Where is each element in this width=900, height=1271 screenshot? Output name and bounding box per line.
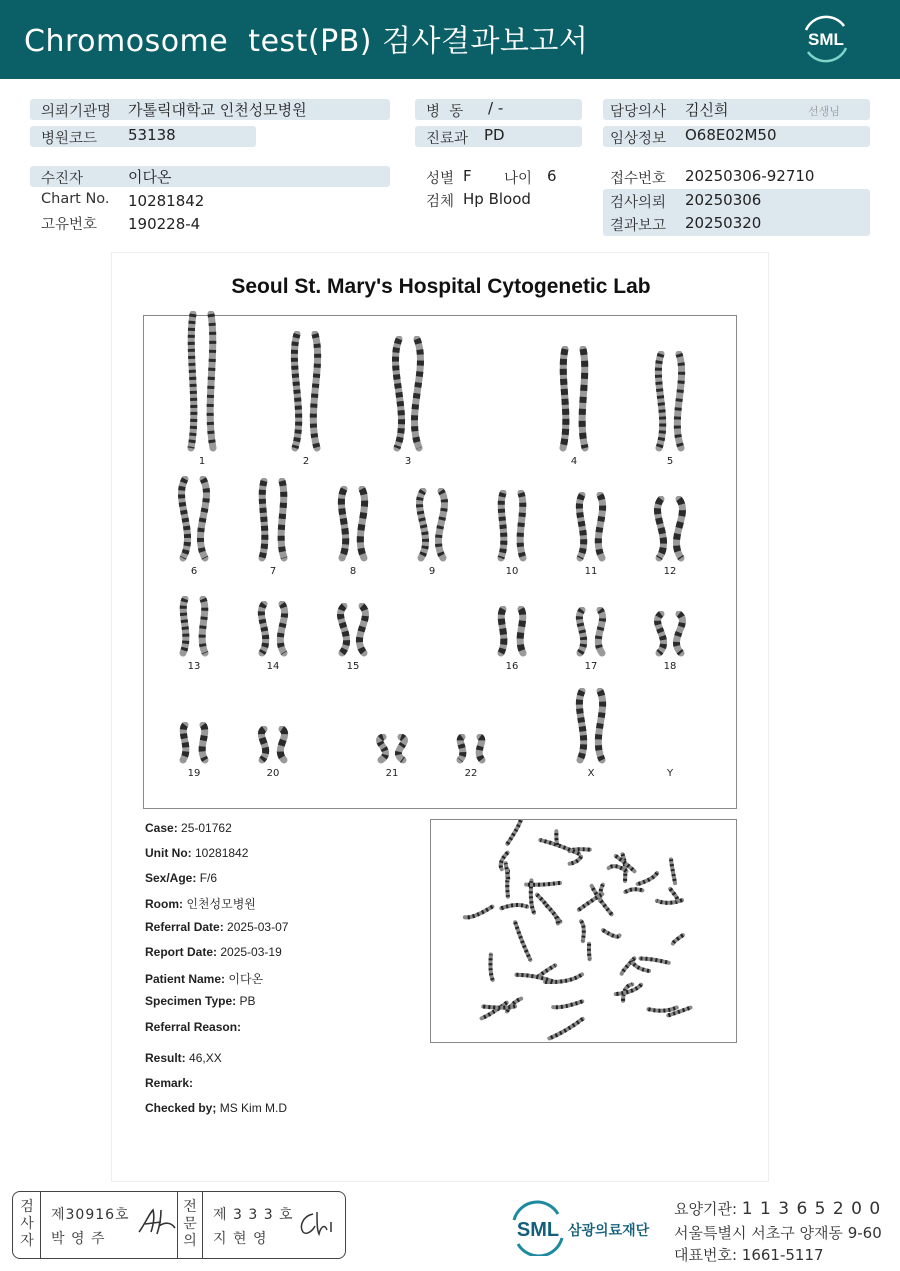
- room-field: Room: 인천성모병원: [145, 897, 256, 911]
- svg-text:SML: SML: [516, 1219, 560, 1241]
- receipt-no-value: 20250306-92710: [685, 167, 815, 185]
- chromosome-label-21: 21: [385, 768, 399, 779]
- chromosome-label-9: 9: [428, 566, 436, 577]
- lab-title: Seoul St. Mary's Hospital Cytogenetic Lab: [231, 275, 651, 298]
- chart-no-value: 10281842: [128, 192, 205, 210]
- referral-reason-field: Referral Reason:: [145, 1020, 242, 1034]
- chromosome-label-2: 2: [302, 456, 310, 467]
- receipt-no-label: 접수번호: [610, 171, 667, 187]
- specialist-label: 전 문 의: [183, 1199, 197, 1249]
- chromosome-pair-20: [243, 726, 303, 764]
- physician-value: 김신희: [685, 101, 729, 119]
- foundation-logo: [508, 1200, 668, 1260]
- physician-suffix: 선생님: [808, 105, 840, 118]
- tester-number: 제30916호: [51, 1207, 130, 1223]
- patient-info-section: [0, 96, 900, 246]
- case-field: Case: 25-01762: [145, 821, 232, 835]
- referring-institution-value: 가톨릭대학교 인천성모병원: [128, 101, 307, 119]
- row-bar: [30, 166, 390, 187]
- unit-no-field: Unit No: 10281842: [145, 846, 249, 860]
- chromosome-pair-21: [362, 734, 422, 764]
- ward-label: 병 동: [426, 104, 464, 120]
- ward-value: / -: [488, 99, 504, 117]
- chromosome-label-1: 1: [198, 456, 206, 467]
- department-value: PD: [484, 126, 505, 144]
- specimen-value: Hp Blood: [463, 190, 531, 208]
- tester-label: 검 사 자: [20, 1199, 34, 1249]
- sml-logo-icon: [798, 14, 854, 64]
- metaphase-spread-image: [430, 819, 737, 1043]
- result-field: Result: 46,XX: [145, 1051, 222, 1065]
- chromosome-label-12: 12: [663, 566, 677, 577]
- chromosome-label-15: 15: [346, 661, 360, 672]
- svg-text:삼광의료재단: 삼광의료재단: [568, 1223, 650, 1239]
- result-report-label: 결과보고: [610, 218, 667, 234]
- chromosome-pair-5: [640, 351, 700, 452]
- patient-label: 수진자: [41, 171, 84, 187]
- unique-no-label: 고유번호: [41, 217, 98, 233]
- sex-age-field: Sex/Age: F/6: [145, 871, 218, 885]
- chromosome-pair-4: [544, 346, 604, 452]
- signature-stamp: [12, 1191, 346, 1259]
- chromosome-pair-1: [172, 311, 232, 452]
- chromosome-label-8: 8: [349, 566, 357, 577]
- chromosome-label-4: 4: [570, 456, 578, 467]
- chromosome-label-6: 6: [190, 566, 198, 577]
- physician-label: 담당의사: [610, 104, 667, 120]
- chromosome-label-20: 20: [266, 768, 280, 779]
- chromosome-pair-10: [482, 490, 542, 562]
- test-request-label: 검사의뢰: [610, 195, 667, 211]
- specialist-name: 지 현 영: [213, 1231, 268, 1247]
- specialist-signature: [295, 1208, 339, 1238]
- chromosome-pair-6: [164, 476, 224, 562]
- chromosome-label-18: 18: [663, 661, 677, 672]
- chromosome-label-7: 7: [269, 566, 277, 577]
- age-label: 나이: [504, 171, 533, 187]
- patient-name-field: Patient Name: 이다온: [145, 972, 264, 986]
- chromosome-label-10: 10: [505, 566, 519, 577]
- sex-label: 성별: [426, 171, 455, 187]
- chromosome-pair-14: [243, 601, 303, 657]
- chart-no-label: Chart No.: [41, 191, 110, 207]
- hospital-code-label: 병원코드: [41, 131, 98, 147]
- address: 서울특별시 서초구 양재동 9-60: [674, 1224, 882, 1242]
- clinical-info-label: 임상정보: [610, 131, 667, 147]
- chromosome-pair-16: [482, 606, 542, 657]
- chromosome-pair-3: [378, 336, 438, 452]
- test-request-value: 20250306: [685, 191, 762, 209]
- report-date-field: Report Date: 2025-03-19: [145, 945, 282, 959]
- karyotype-report-panel: [111, 252, 769, 1182]
- tester-name: 박 영 주: [51, 1231, 106, 1247]
- chromosome-pair-2: [276, 331, 336, 452]
- clinical-info-value: O68E02M50: [685, 126, 777, 144]
- specimen-type-field: Specimen Type: PB: [145, 994, 256, 1008]
- report-title: Chromosome test(PB) 검사결과보고서: [24, 24, 589, 59]
- chromosome-label-X: X: [587, 768, 595, 779]
- result-report-value: 20250320: [685, 214, 762, 232]
- specimen-label: 검체: [426, 194, 455, 210]
- chromosome-label-5: 5: [666, 456, 674, 467]
- chromosome-pair-15: [323, 603, 383, 657]
- chromosome-pair-12: [640, 496, 700, 562]
- chromosome-pair-8: [323, 486, 383, 562]
- chromosome-pair-X: [561, 688, 621, 764]
- specialist-number: 제 3 3 3 호: [213, 1207, 294, 1223]
- remark-field: Remark:: [145, 1076, 194, 1090]
- chromosome-pair-22: [441, 734, 501, 764]
- chromosome-label-19: 19: [187, 768, 201, 779]
- chromosome-pair-11: [561, 492, 621, 562]
- phone: 대표번호: 1661-5117: [674, 1246, 824, 1264]
- hospital-code-value: 53138: [128, 126, 176, 144]
- chromosome-label-14: 14: [266, 661, 280, 672]
- department-label: 진료과: [426, 131, 469, 147]
- chromosome-label-Y: Y: [666, 768, 674, 779]
- chromosome-label-3: 3: [404, 456, 412, 467]
- karyogram: [143, 315, 737, 809]
- chromosome-pair-19: [164, 722, 224, 764]
- chromosome-label-11: 11: [584, 566, 598, 577]
- chromosome-label-17: 17: [584, 661, 598, 672]
- checked-by-field: Checked by; MS Kim M.D: [145, 1101, 288, 1115]
- tester-signature: [135, 1204, 179, 1238]
- sex-value: F: [463, 167, 472, 185]
- chromosome-pair-7: [243, 478, 303, 562]
- chromosome-pair-18: [640, 611, 700, 657]
- report-header: [0, 0, 900, 79]
- referring-institution-label: 의뢰기관명: [41, 104, 112, 120]
- chromosome-pair-13: [164, 596, 224, 657]
- chromosome-pair-17: [561, 607, 621, 657]
- chromosome-label-13: 13: [187, 661, 201, 672]
- chromosome-label-22: 22: [464, 768, 478, 779]
- chromosome-label-16: 16: [505, 661, 519, 672]
- referral-date-field: Referral Date: 2025-03-07: [145, 920, 289, 934]
- svg-text:SML: SML: [808, 30, 844, 49]
- age-value: 6: [547, 167, 557, 185]
- care-institution: 요양기관: 1 1 3 6 5 2 0 0: [674, 1199, 882, 1219]
- patient-value: 이다온: [128, 168, 172, 186]
- chromosome-pair-9: [402, 488, 462, 562]
- unique-no-value: 190228-4: [128, 215, 201, 233]
- sml-foundation-logo-icon: [508, 1200, 668, 1256]
